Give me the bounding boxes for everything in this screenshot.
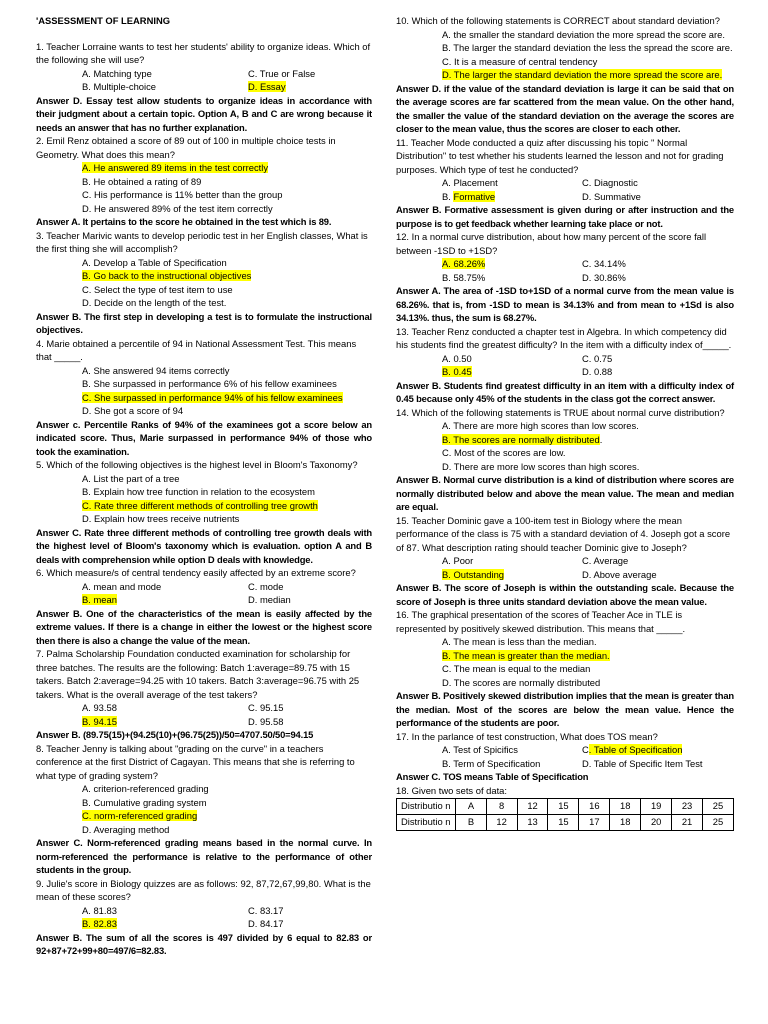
options-list [396,554,734,581]
option-text: A. mean and mode [82,580,162,592]
option-text: B. Cumulative grading system [82,796,207,808]
option-item [82,80,248,94]
option-item [82,472,372,486]
option-item [442,271,582,285]
option-item [442,365,582,379]
option-text: D. The scores are normally distributed [442,676,601,688]
option-text: D. 30.86% [582,271,626,283]
question-block [36,647,372,742]
option-text: C. Average [582,555,629,566]
option-text: D. She got a score of 94 [82,405,184,416]
options-list [36,580,372,607]
table-cell: 18 [610,799,641,815]
table-cell: 15 [548,815,579,831]
question-text: 1. Teacher Lorraine wants to test her students' ability to organize ideas. Which of the following she will use? [36,40,371,65]
option-item [82,296,372,310]
option-text: B. 58.75% [442,271,486,283]
option-text: C. It is a measure of central tendency [442,55,598,67]
answer-explanation: Answer B. (89.75(15)+(94.25(10)+(96.75(25))/50=4707.50/50=94.15 [36,729,314,740]
option-item [442,68,734,82]
options-list [36,256,372,310]
table-cell: 21 [672,815,703,831]
question-text: 7. Palma Scholarship Foundation conducted examination for scholarship for three batches. The results are the following: Batch 1:average=89.75 with 15 takers. Batch 2:average=94.25 with 10 takers. Batch 3:average=96.75 with 25 takers. What is the overall average of the test takers? [36,648,360,700]
option-text: A. criterion-referenced grading [82,783,209,794]
answer-explanation: Answer D. Essay test allow students to organize ideas in accordance with their judgment about a certain topic. Option A, B and C are wrong because it needs an answer that has no further explanation. [36,94,372,133]
option-text: A. She answered 94 items correctly [82,364,230,376]
question-text: 12. In a normal curve distribution, about how many percent of the score fall between -1SD to +1SD? [396,231,707,256]
option-item [442,41,734,55]
option-text: A. the smaller the standard deviation the more spread the score are. [442,28,725,40]
option-item [82,364,372,378]
table-cell: 12 [486,815,517,831]
option-item [82,256,372,270]
option-text: A. 0.50 [442,352,472,364]
question-block [396,730,734,784]
question-text: 5. Which of the following objectives is the highest level in Bloom's Taxonomy? [36,459,358,470]
option-item [82,377,372,391]
options-list [36,364,372,418]
option-item [248,80,372,94]
option-item [582,257,734,271]
option-text: C. The mean is equal to the median [442,663,591,674]
option-text: C. His performance is 11% better than the group [82,189,283,200]
option-text: C [582,744,589,755]
option-text: D. He answered 89% of the test item correctly [82,202,273,214]
option-item [82,404,372,418]
option-text: B. Term of Specification [442,757,541,769]
option-text: C. 83.17 [248,904,284,916]
option-text: B. The scores are normally distributed [442,433,600,445]
question-block [36,742,372,877]
question-block [36,458,372,566]
question-block [396,406,734,514]
option-text: A. 81.83 [82,904,117,916]
question-block [36,40,372,135]
option-text: A. Matching type [82,67,152,79]
question-block [36,877,372,958]
option-text: C. She surpassed in performance 94% of his fellow examinees [82,391,343,403]
option-item [82,202,372,216]
question-block [396,608,734,730]
option-item [82,499,372,513]
option-item [82,917,248,931]
question-text: 4. Marie obtained a percentile of 94 in National Assessment Test. This means that _____. [36,337,357,362]
answer-explanation: Answer B. Formative assessment is given during or after instruction and the purpose is to get feedback whether learning take place or not. [396,204,734,229]
option-highlight: . Table of Specification [588,744,683,755]
table-cell: 15 [548,799,579,815]
options-list [36,67,372,94]
answer-explanation: Answer A. The area of -1SD to+1SD of a normal curve from the mean value is 68.26%. that is, from -1SD to mean is 34.13% and from mean to +1Sd is also 34.13%. thus, the sum is 68.27%. [396,285,734,323]
option-item [582,757,734,771]
right-questions [396,14,734,784]
option-text: B. 0.45 [442,366,472,377]
options-list [396,257,734,284]
option-text: D. Essay [248,81,286,92]
option-text: D. Summative [582,190,641,202]
option-text: D. median [248,594,291,605]
option-text: B. She surpassed in performance 6% of his fellow examinees [82,378,337,389]
question-text: 11. Teacher Mode conducted a quiz after discussing his topic " Normal Distribution" to test whether his students learned the lesson and not for grading purposes. Which type of test he conducted? [396,136,724,175]
answer-explanation: Answer B. Positively skewed distribution implies that the mean is greater than the median. Most of the scores are below the mean value. Hence the performance of the students are poor. [396,690,734,728]
option-text: C. 34.14% [582,258,626,269]
table-cell-label: Distributio n [397,799,456,815]
option-text: A. 68.26% [442,258,486,269]
option-item [82,485,372,499]
option-text: C. Most of the scores are low. [442,447,566,458]
option-item [82,283,372,297]
option-text: B. 82.83 [82,918,117,929]
option-text: A. Develop a Table of Specification [82,256,227,268]
option-item [442,676,734,690]
option-item [82,823,372,837]
option-item [82,580,248,594]
option-item [442,28,734,42]
question-text: 17. In the parlance of test construction, What does TOS mean? [396,730,658,742]
option-item [82,796,372,810]
answer-explanation: Answer c. Percentile Ranks of 94% of the examinees got a score below an indicated score. Thus, Marie surpassed in performance 94% of those who took the examination. [36,418,372,457]
option-text: C. 0.75 [582,352,613,364]
option-item [582,554,734,568]
options-list [396,176,734,203]
option-text: B. [442,190,454,202]
question-block [36,229,372,337]
option-item [442,757,582,771]
question-text: 2. Emil Renz obtained a score of 89 out of 100 in multiple choice tests in Geometry. What does this mean? [36,135,336,160]
option-item [442,662,734,676]
option-text: B. The larger the standard deviation the less the spread the score are. [442,42,733,53]
answer-explanation: Answer C. TOS means Table of Specification [396,771,589,782]
answer-explanation: Answer B. Students find greatest difficulty in an item with a difficulty index of 0.45 because only 45% of the students in the class got the correct answer. [396,379,734,404]
question-block [396,14,734,136]
question-text: 13. Teacher Renz conducted a chapter test in Algebra. In which competency did his students find the greatest difficulty? In the item with a difficulty index of_____. [396,325,732,350]
option-item [582,352,734,366]
option-text: B. The mean is greater than the median. [442,649,610,661]
left-questions [36,40,372,958]
option-item [248,580,372,594]
table-cell: 16 [579,799,610,815]
option-text: B. Multiple-choice [82,81,156,92]
option-item [442,419,734,433]
option-text: D. 84.17 [248,918,284,929]
question-18-text: 18. Given two sets of data: [396,784,507,796]
question-text: 14. Which of the following statements is TRUE about normal curve distribution? [396,406,725,418]
answer-explanation: Answer C. Rate three different methods of controlling tree growth deals with the highest level of Bloom's taxonomy which is evaluation. option A and B deals with comprehension while option D deals with knowledge. [36,526,372,565]
option-item [442,554,582,568]
data-table [396,798,734,831]
options-list [36,701,372,728]
options-list [36,472,372,526]
option-text: D. Explain how trees receive nutrients [82,513,240,524]
option-item [248,715,372,729]
question-text: 16. The graphical presentation of the scores of Teacher Ace in TLE is represented by positively skewed distribution. This means that _____. [396,609,686,634]
options-list [396,419,734,473]
option-item [248,917,372,931]
answer-explanation: Answer B. Normal curve distribution is a kind of distribution where scores are normally distributed below and above the mean value. The mean and median are equal. [396,474,734,512]
option-item [582,271,734,285]
option-item [442,55,734,69]
question-block [36,566,372,647]
question-text: 6. Which measure/s of central tendency easily affected by an extreme score? [36,567,356,578]
option-item [82,269,372,283]
options-list [396,743,734,770]
table-row [397,799,734,815]
table-cell: 20 [641,815,672,831]
option-text: D. Decide on the length of the test. [82,297,227,308]
option-item [582,568,734,582]
option-text: C. Rate three different methods of controlling tree growth [82,499,318,511]
answer-explanation: Answer A. It pertains to the score he obtained in the test which is 89. [36,216,332,227]
option-text: D. 95.58 [248,715,284,727]
table-cell: 17 [579,815,610,831]
table-cell: 18 [610,815,641,831]
option-text: A. He answered 89 items in the test correctly [82,162,269,173]
option-item [82,715,248,729]
options-list [36,782,372,836]
table-cell: 25 [703,815,734,831]
option-text: C. True or False [248,67,316,79]
option-item [442,176,582,190]
option-item [82,701,248,715]
options-list [36,161,372,215]
option-item [82,391,372,405]
option-item [82,593,248,607]
table-cell: 25 [703,799,734,815]
option-text: D. 0.88 [582,366,613,377]
option-item [82,782,372,796]
question-block [36,337,372,459]
option-text: B. Explain how tree function in relation to the ecosystem [82,486,315,497]
option-item [442,649,734,663]
option-item [82,904,248,918]
question-block [36,134,372,229]
option-text: D. The larger the standard deviation the more spread the score are. [442,69,723,80]
option-item [82,809,372,823]
options-list [396,635,734,689]
option-text: D. Table of Specific Item Test [582,757,703,769]
table-cell-label: Distributio n [397,815,456,831]
option-item [442,446,734,460]
option-text: A. Poor [442,555,474,566]
option-tail: . [599,433,603,445]
option-item [82,67,248,81]
option-item [442,743,582,757]
answer-explanation: Answer C. Norm-referenced grading means based in the normal curve. In norm-referenced the performance is relative to the performance of other students in the group. [36,837,372,875]
option-item [442,635,734,649]
option-item [442,568,582,582]
question-text: 8. Teacher Jenny is talking about "grading on the curve" in a teachers conference at the first District of Cagayan. This means that she is referring to what type of grading system? [36,742,355,781]
answer-explanation: Answer B. The sum of all the scores is 497 divided by 6 equal to 82.83 or 92+87+72+99+80=497/6=82.83. [36,931,372,956]
option-item [582,365,734,379]
left-column [36,14,372,958]
option-text: D. Above average [582,568,657,580]
option-item [582,190,734,204]
option-item [82,512,372,526]
table-cell-set: A [456,799,486,815]
question-block [396,514,734,609]
option-item [442,460,734,474]
answer-explanation: Answer D. if the value of the standard deviation is large it can be said that on the average scores are far scattered from the mean value. On the other hand, the smaller the value of the standard deviation on the average the scores are closer to the mean value, thus the scores are closer to each other. [396,82,734,134]
option-text: C. norm-referenced grading [82,810,198,821]
question-block [396,325,734,406]
option-item [248,904,372,918]
option-text: B. mean [82,594,117,605]
option-text: A. Placement [442,177,498,188]
option-text: C. Select the type of test item to use [82,283,233,295]
option-item [248,701,372,715]
answer-explanation: Answer B. One of the characteristics of the mean is easily affected by the extreme values. If there is a change in either the lowest or the highest score then there is also a change the value of the mean. [36,607,372,646]
option-text: D. Averaging method [82,823,170,835]
option-text: D. There are more low scores than high scores. [442,460,640,472]
option-text: A. Test of Spicifics [442,744,518,755]
question-text: 3. Teacher Marivic wants to develop periodic test in her English classes, What is the first thing she will accomplish? [36,229,368,254]
table-cell: 13 [517,815,548,831]
question-text: 9. Julie's score in Biology quizzes are as follows: 92, 87,72,67,99,80. What is the mean of these scores? [36,877,371,902]
option-text: B. He obtained a rating of 89 [82,175,202,187]
table-cell: 19 [641,799,672,815]
question-block [396,230,734,325]
option-item [442,352,582,366]
option-item [442,433,734,447]
option-item [582,176,734,190]
answer-explanation: Answer B. The score of Joseph is within the outstanding scale. Because the score of Joseph is three units standard deviation above the mean value. [396,582,734,607]
option-text: B. 94.15 [82,715,117,727]
option-text: C. mode [248,580,284,592]
option-text: C. 95.15 [248,702,284,713]
options-list [396,28,734,82]
option-item [248,67,372,81]
option-highlight: Formative [453,190,496,202]
document-title: 'ASSESSMENT OF LEARNING [36,15,171,26]
question-text: 15. Teacher Dominic gave a 100-item test in Biology where the mean performance of the class is 75 with a standard deviation of 4. Joseph got a score of 87. What description rating should teacher Dominic give to Joseph? [396,514,731,553]
option-text: B. Go back to the instructional objectives [82,270,252,281]
table-row [397,815,734,831]
table-cell: 12 [517,799,548,815]
table-cell-set: B [456,815,486,831]
question-text: 10. Which of the following statements is CORRECT about standard deviation? [396,15,720,26]
options-list [36,904,372,931]
table-cell: 8 [486,799,517,815]
option-text: A. List the part of a tree [82,472,180,484]
table-cell: 23 [672,799,703,815]
option-text: A. The mean is less than the median. [442,636,597,647]
option-item [442,257,582,271]
question-block [396,136,734,231]
right-column [396,14,734,831]
answer-explanation: Answer B. The first step in developing a test is to formulate the instructional objectives. [36,310,372,335]
option-text: C. Diagnostic [582,177,638,188]
option-item [248,593,372,607]
option-item [82,161,372,175]
option-text: B. Outstanding [442,568,505,580]
option-item [82,188,372,202]
option-item [582,743,734,757]
option-item [82,175,372,189]
option-text: A. 93.58 [82,702,117,713]
option-item [442,190,582,204]
option-text: A. There are more high scores than low scores. [442,420,639,431]
options-list [396,352,734,379]
